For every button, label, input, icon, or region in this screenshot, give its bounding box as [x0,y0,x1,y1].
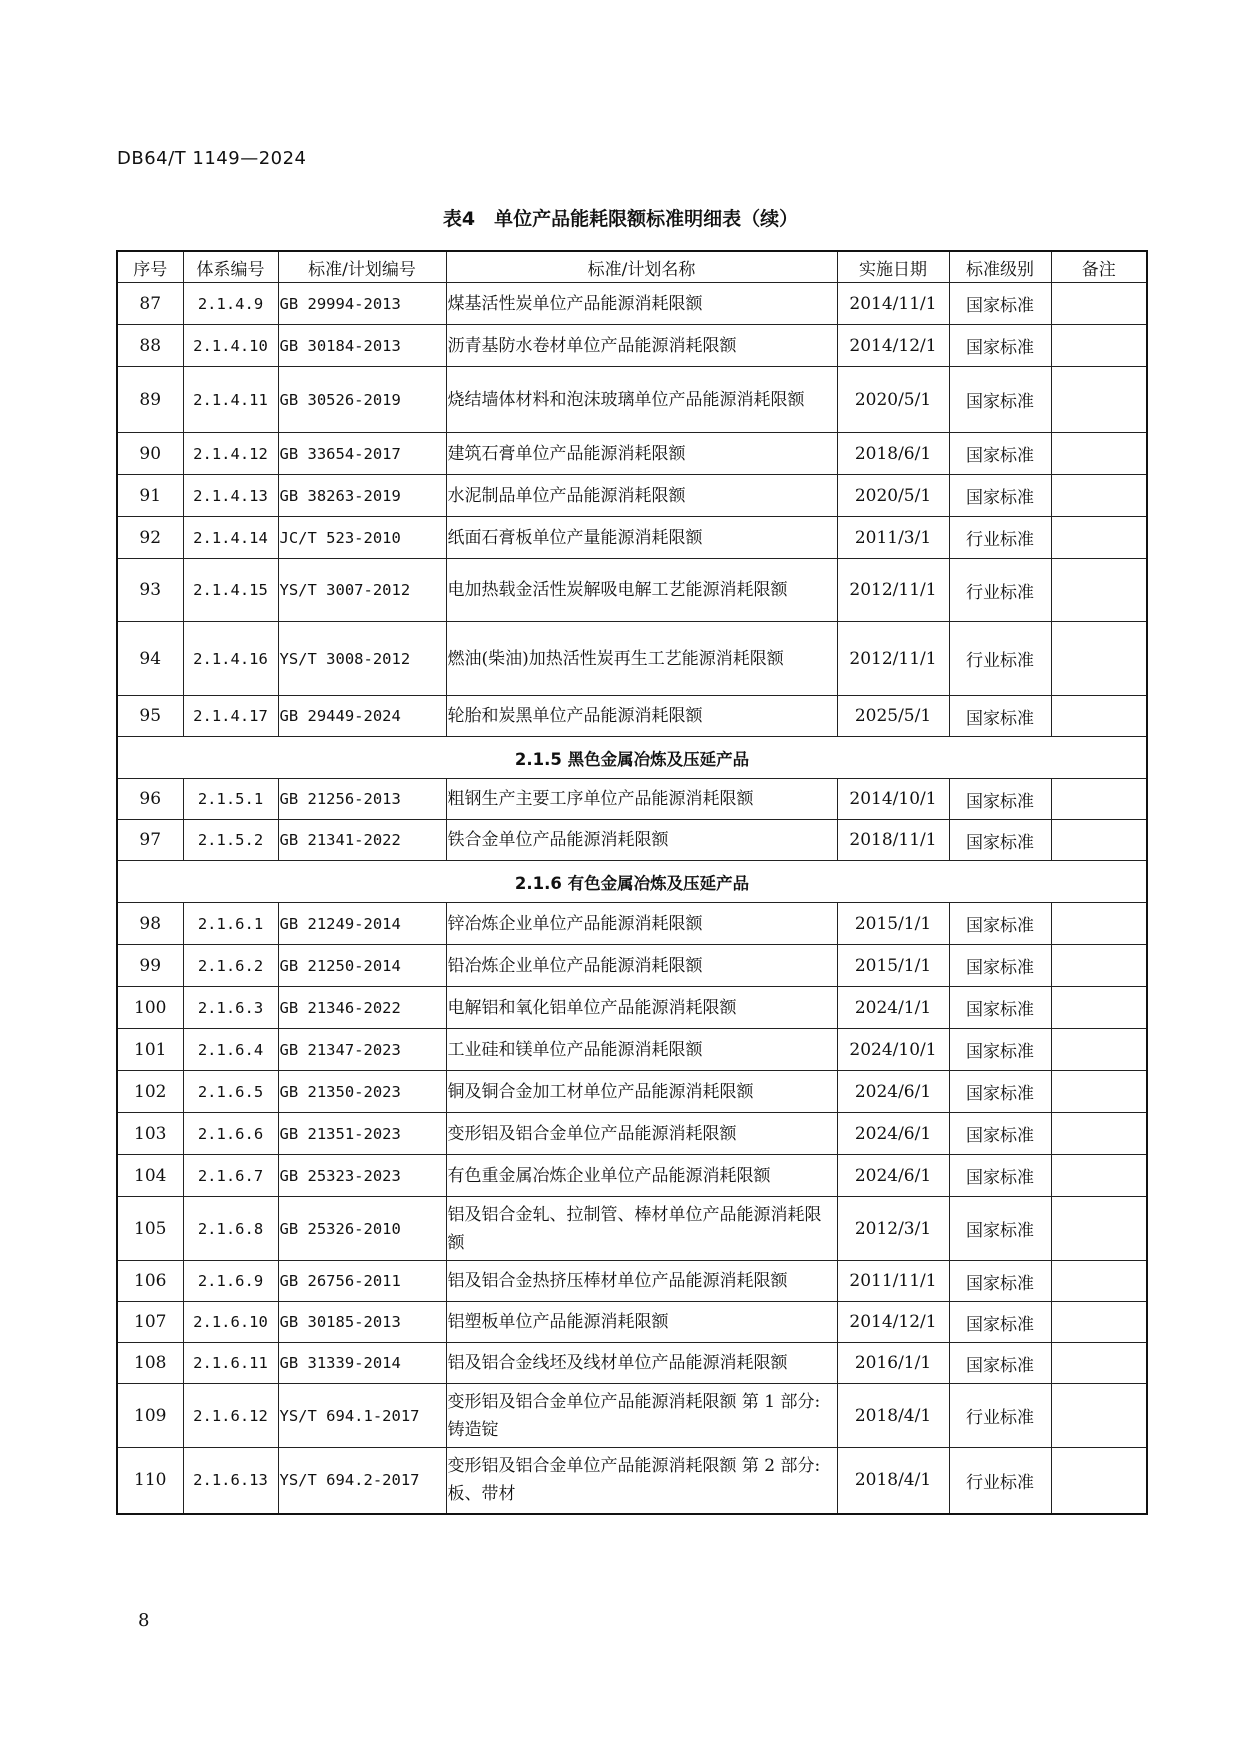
table-header-row [117,251,1147,283]
cell-level: 国家标准 [949,903,1051,945]
cell-code: GB 21256-2013 [278,779,446,820]
cell-code: GB 25326-2010 [278,1197,446,1261]
cell-date: 2024/6/1 [837,1071,949,1113]
cell-date: 2014/12/1 [837,1302,949,1343]
cell-note [1051,283,1147,325]
cell-name: 铝及铝合金轧、拉制管、棒材单位产品能源消耗限额 [446,1197,837,1261]
cell-no: 95 [117,696,183,737]
cell-note [1051,475,1147,517]
cell-no: 101 [117,1029,183,1071]
cell-name: 有色重金属冶炼企业单位产品能源消耗限额 [446,1155,837,1197]
cell-note [1051,622,1147,696]
cell-level: 国家标准 [949,433,1051,475]
cell-note [1051,1113,1147,1155]
page-number: 8 [138,1610,150,1631]
cell-level: 行业标准 [949,1384,1051,1448]
cell-no: 98 [117,903,183,945]
cell-no: 97 [117,820,183,861]
cell-date: 2018/4/1 [837,1384,949,1448]
col-header-name: 标准/计划名称 [446,251,837,283]
table-row [117,696,1147,737]
cell-sys: 2.1.4.10 [183,325,278,367]
cell-level: 行业标准 [949,1448,1051,1514]
cell-level: 国家标准 [949,367,1051,433]
cell-level: 行业标准 [949,622,1051,696]
table-row [117,559,1147,622]
cell-level: 国家标准 [949,1302,1051,1343]
col-header-code: 标准/计划编号 [278,251,446,283]
cell-name: 铝及铝合金热挤压棒材单位产品能源消耗限额 [446,1261,837,1302]
cell-sys: 2.1.4.15 [183,559,278,622]
table-row [117,1071,1147,1113]
cell-code: GB 21249-2014 [278,903,446,945]
cell-name: 烧结墙体材料和泡沫玻璃单位产品能源消耗限额 [446,367,837,433]
cell-no: 100 [117,987,183,1029]
cell-sys: 2.1.4.14 [183,517,278,559]
cell-code: YS/T 3008-2012 [278,622,446,696]
cell-no: 107 [117,1302,183,1343]
cell-sys: 2.1.6.7 [183,1155,278,1197]
cell-note [1051,1343,1147,1384]
cell-no: 93 [117,559,183,622]
table-row [117,367,1147,433]
table-row [117,987,1147,1029]
cell-note [1051,696,1147,737]
cell-sys: 2.1.4.16 [183,622,278,696]
col-header-note: 备注 [1051,251,1147,283]
table-row [117,1343,1147,1384]
cell-date: 2014/12/1 [837,325,949,367]
cell-level: 国家标准 [949,1071,1051,1113]
cell-code: GB 21351-2023 [278,1113,446,1155]
cell-note [1051,517,1147,559]
cell-date: 2025/5/1 [837,696,949,737]
col-header-no: 序号 [117,251,183,283]
cell-code: YS/T 694.2-2017 [278,1448,446,1514]
cell-note [1051,820,1147,861]
table-row [117,1155,1147,1197]
cell-no: 103 [117,1113,183,1155]
cell-note [1051,1261,1147,1302]
col-header-date: 实施日期 [837,251,949,283]
cell-level: 国家标准 [949,987,1051,1029]
cell-sys: 2.1.4.11 [183,367,278,433]
cell-sys: 2.1.4.13 [183,475,278,517]
cell-date: 2024/1/1 [837,987,949,1029]
cell-level: 行业标准 [949,517,1051,559]
cell-no: 108 [117,1343,183,1384]
cell-no: 106 [117,1261,183,1302]
cell-name: 铝塑板单位产品能源消耗限额 [446,1302,837,1343]
document-code: DB64/T 1149—2024 [117,148,307,169]
table-row [117,1113,1147,1155]
cell-level: 国家标准 [949,779,1051,820]
cell-level: 国家标准 [949,945,1051,987]
cell-sys: 2.1.4.12 [183,433,278,475]
cell-no: 91 [117,475,183,517]
cell-no: 105 [117,1197,183,1261]
cell-level: 国家标准 [949,1197,1051,1261]
table-row [117,517,1147,559]
cell-note [1051,1029,1147,1071]
cell-sys: 2.1.6.10 [183,1302,278,1343]
cell-sys: 2.1.6.5 [183,1071,278,1113]
cell-sys: 2.1.5.2 [183,820,278,861]
cell-no: 87 [117,283,183,325]
col-header-sys: 体系编号 [183,251,278,283]
cell-date: 2015/1/1 [837,903,949,945]
cell-code: GB 21341-2022 [278,820,446,861]
table-row [117,1029,1147,1071]
cell-name: 变形铝及铝合金单位产品能源消耗限额 [446,1113,837,1155]
cell-no: 110 [117,1448,183,1514]
cell-no: 99 [117,945,183,987]
cell-name: 变形铝及铝合金单位产品能源消耗限额 第 1 部分:铸造锭 [446,1384,837,1448]
cell-name: 轮胎和炭黑单位产品能源消耗限额 [446,696,837,737]
cell-note [1051,1155,1147,1197]
cell-sys: 2.1.4.9 [183,283,278,325]
cell-code: GB 38263-2019 [278,475,446,517]
section-heading: 2.1.6 有色金属冶炼及压延产品 [117,861,1147,903]
cell-date: 2018/4/1 [837,1448,949,1514]
cell-name: 建筑石膏单位产品能源消耗限额 [446,433,837,475]
section-row [117,861,1147,903]
cell-code: GB 21250-2014 [278,945,446,987]
table-row [117,1384,1147,1448]
cell-sys: 2.1.6.3 [183,987,278,1029]
table-row [117,283,1147,325]
cell-date: 2024/10/1 [837,1029,949,1071]
table-row [117,779,1147,820]
cell-sys: 2.1.6.2 [183,945,278,987]
cell-code: GB 21347-2023 [278,1029,446,1071]
cell-level: 国家标准 [949,1029,1051,1071]
cell-no: 102 [117,1071,183,1113]
cell-date: 2016/1/1 [837,1343,949,1384]
table-row [117,903,1147,945]
cell-no: 96 [117,779,183,820]
cell-note [1051,1384,1147,1448]
cell-name: 煤基活性炭单位产品能源消耗限额 [446,283,837,325]
cell-note [1051,1071,1147,1113]
cell-sys: 2.1.6.4 [183,1029,278,1071]
table-row [117,325,1147,367]
cell-name: 沥青基防水卷材单位产品能源消耗限额 [446,325,837,367]
cell-level: 行业标准 [949,559,1051,622]
cell-sys: 2.1.6.13 [183,1448,278,1514]
cell-name: 电解铝和氧化铝单位产品能源消耗限额 [446,987,837,1029]
cell-note [1051,1448,1147,1514]
cell-code: YS/T 3007-2012 [278,559,446,622]
cell-no: 94 [117,622,183,696]
cell-code: GB 31339-2014 [278,1343,446,1384]
cell-level: 国家标准 [949,1343,1051,1384]
cell-name: 工业硅和镁单位产品能源消耗限额 [446,1029,837,1071]
section-row [117,737,1147,779]
cell-name: 纸面石膏板单位产量能源消耗限额 [446,517,837,559]
cell-date: 2015/1/1 [837,945,949,987]
cell-date: 2014/10/1 [837,779,949,820]
cell-note [1051,903,1147,945]
cell-level: 国家标准 [949,283,1051,325]
cell-name: 铅冶炼企业单位产品能源消耗限额 [446,945,837,987]
cell-name: 锌冶炼企业单位产品能源消耗限额 [446,903,837,945]
cell-level: 国家标准 [949,1155,1051,1197]
cell-name: 变形铝及铝合金单位产品能源消耗限额 第 2 部分:板、带材 [446,1448,837,1514]
table-row [117,945,1147,987]
table-row [117,622,1147,696]
cell-code: GB 26756-2011 [278,1261,446,1302]
cell-code: GB 21350-2023 [278,1071,446,1113]
cell-level: 国家标准 [949,325,1051,367]
cell-code: GB 21346-2022 [278,987,446,1029]
table-row [117,433,1147,475]
table-row [117,1302,1147,1343]
cell-code: GB 30185-2013 [278,1302,446,1343]
table-title: 表4 单位产品能耗限额标准明细表（续） [442,208,799,230]
cell-name: 燃油(柴油)加热活性炭再生工艺能源消耗限额 [446,622,837,696]
cell-no: 88 [117,325,183,367]
cell-sys: 2.1.6.11 [183,1343,278,1384]
cell-name: 铜及铜合金加工材单位产品能源消耗限额 [446,1071,837,1113]
cell-date: 2012/11/1 [837,559,949,622]
cell-note [1051,945,1147,987]
cell-no: 89 [117,367,183,433]
cell-sys: 2.1.6.8 [183,1197,278,1261]
cell-code: YS/T 694.1-2017 [278,1384,446,1448]
standards-table [116,250,1148,1515]
cell-level: 国家标准 [949,820,1051,861]
cell-no: 90 [117,433,183,475]
cell-date: 2018/6/1 [837,433,949,475]
cell-date: 2020/5/1 [837,367,949,433]
cell-sys: 2.1.6.12 [183,1384,278,1448]
cell-note [1051,987,1147,1029]
table-row [117,1197,1147,1261]
cell-level: 国家标准 [949,475,1051,517]
cell-note [1051,1302,1147,1343]
cell-date: 2012/3/1 [837,1197,949,1261]
cell-level: 国家标准 [949,696,1051,737]
cell-note [1051,1197,1147,1261]
cell-code: JC/T 523-2010 [278,517,446,559]
cell-note [1051,433,1147,475]
cell-date: 2011/3/1 [837,517,949,559]
cell-sys: 2.1.6.1 [183,903,278,945]
table-row [117,820,1147,861]
cell-note [1051,779,1147,820]
cell-date: 2020/5/1 [837,475,949,517]
table-row [117,1261,1147,1302]
cell-sys: 2.1.6.9 [183,1261,278,1302]
cell-note [1051,325,1147,367]
cell-name: 电加热载金活性炭解吸电解工艺能源消耗限额 [446,559,837,622]
cell-level: 国家标准 [949,1261,1051,1302]
cell-sys: 2.1.6.6 [183,1113,278,1155]
cell-date: 2012/11/1 [837,622,949,696]
cell-code: GB 29994-2013 [278,283,446,325]
cell-sys: 2.1.4.17 [183,696,278,737]
col-header-level: 标准级别 [949,251,1051,283]
cell-note [1051,367,1147,433]
cell-no: 104 [117,1155,183,1197]
cell-date: 2011/11/1 [837,1261,949,1302]
cell-code: GB 33654-2017 [278,433,446,475]
cell-code: GB 30526-2019 [278,367,446,433]
cell-code: GB 30184-2013 [278,325,446,367]
cell-name: 铝及铝合金线坯及线材单位产品能源消耗限额 [446,1343,837,1384]
cell-date: 2024/6/1 [837,1155,949,1197]
cell-level: 国家标准 [949,1113,1051,1155]
cell-date: 2014/11/1 [837,283,949,325]
cell-date: 2024/6/1 [837,1113,949,1155]
table-row [117,475,1147,517]
cell-sys: 2.1.5.1 [183,779,278,820]
cell-no: 92 [117,517,183,559]
cell-note [1051,559,1147,622]
table-row [117,1448,1147,1514]
cell-date: 2018/11/1 [837,820,949,861]
cell-name: 粗钢生产主要工序单位产品能源消耗限额 [446,779,837,820]
cell-name: 铁合金单位产品能源消耗限额 [446,820,837,861]
cell-code: GB 25323-2023 [278,1155,446,1197]
cell-name: 水泥制品单位产品能源消耗限额 [446,475,837,517]
section-heading: 2.1.5 黑色金属冶炼及压延产品 [117,737,1147,779]
cell-code: GB 29449-2024 [278,696,446,737]
cell-no: 109 [117,1384,183,1448]
